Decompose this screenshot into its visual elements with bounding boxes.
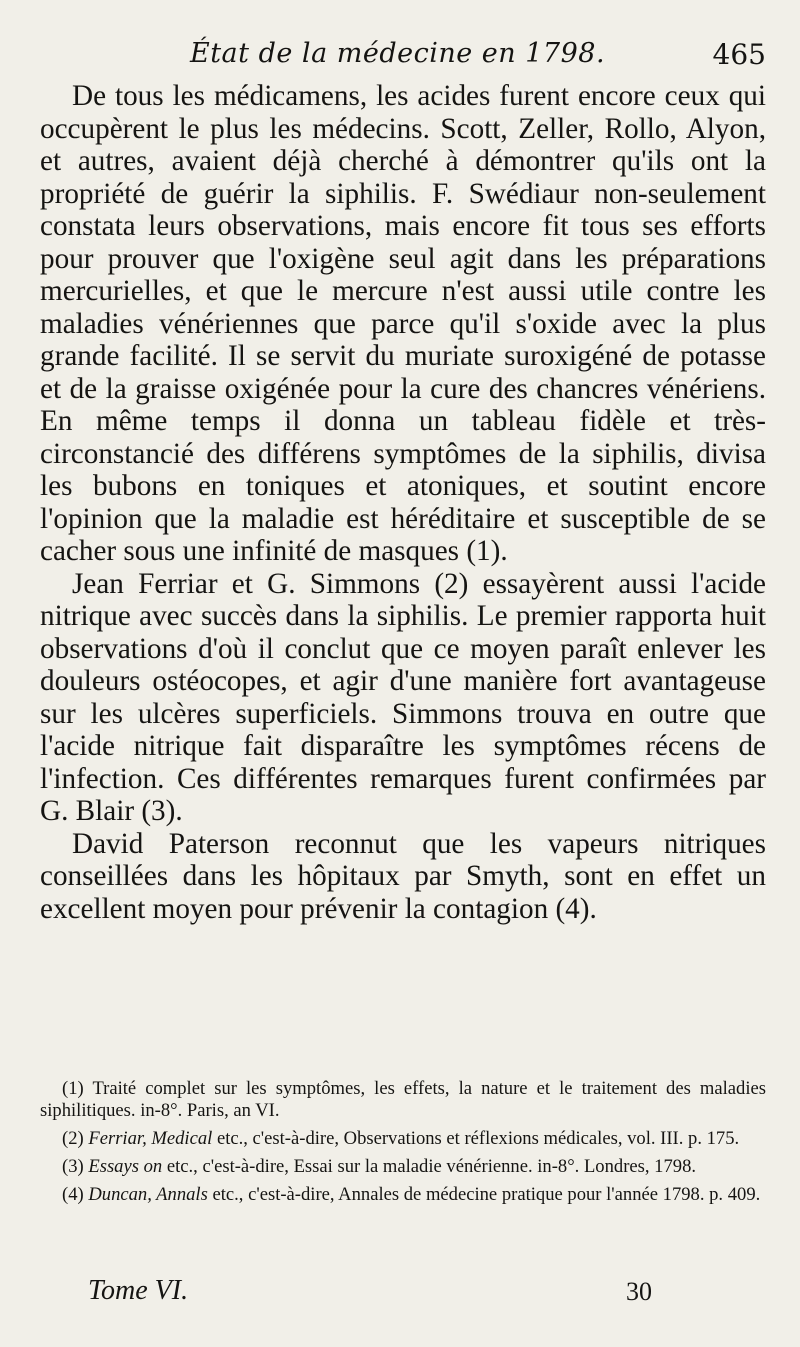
page-header bbox=[40, 38, 766, 78]
footnote-citation: Ferriar, Medical bbox=[88, 1128, 213, 1149]
footnote-marker: (3) bbox=[62, 1156, 84, 1177]
footnotes bbox=[40, 1078, 766, 1212]
running-title: État de la médecine en 1798. bbox=[190, 38, 606, 69]
signature-number: 30 bbox=[626, 1277, 652, 1306]
footnote-marker: (1) bbox=[62, 1078, 84, 1099]
footnote-text: Traité complet sur les symptômes, les effets, la nature et le traitement des maladies siphilitiques. in-8°. Paris, an VI. bbox=[40, 1078, 767, 1121]
footnote bbox=[40, 1128, 766, 1150]
footnote bbox=[40, 1078, 766, 1122]
footnote-citation: Duncan, Annals bbox=[88, 1184, 208, 1205]
paragraph: David Paterson reconnut que les vapeurs nitriques conseillées dans les hôpitaux par Smyth, sont en effet un excellent moyen pour prévenir la contagion (4). bbox=[40, 827, 766, 925]
footnote-citation: Essays on bbox=[88, 1156, 163, 1177]
footnote bbox=[40, 1184, 766, 1206]
page-footer bbox=[88, 1275, 652, 1311]
footnote-text: etc., c'est-à-dire, Observations et réflexions médicales, vol. III. p. 175. bbox=[216, 1128, 740, 1149]
footnote-text: etc., c'est-à-dire, Annales de médecine pratique pour l'année 1798. p. 409. bbox=[212, 1184, 761, 1205]
signature-mark: Tome VI. bbox=[88, 1275, 189, 1306]
main-text bbox=[40, 80, 766, 925]
paragraph: Jean Ferriar et G. Simmons (2) essayèrent aussi l'acide nitrique avec succès dans la siphilis. Le premier rapporta huit observations d'où il conclut que ce moyen paraît enlever les douleurs ostéocopes, et agir d'une manière fort avantageuse sur les ulcères superficiels. Simmons trouva en outre que l'acide nitrique fait disparaître les symptômes récens de l'infection. Ces différentes remarques furent confirmées par G. Blair (3). bbox=[40, 567, 766, 827]
paragraph: De tous les médicamens, les acides furent encore ceux qui occupèrent le plus les médecins. Scott, Zeller, Rollo, Alyon, et autres, avaient déjà cherché à démontrer qu'ils ont la propriété de guérir la siphilis. F. Swédiaur non-seulement constata leurs observations, mais encore fit tous ses efforts pour prouver que l'oxigène seul agit dans les préparations mercurielles, et que le mercure n'est aussi utile contre les maladies vénériennes que parce qu'il s'oxide avec la plus grande facilité. Il se servit du muriate suroxigéné de potasse et de la graisse oxigénée pour la cure des chancres vénériens. En même temps il donna un tableau fidèle et très-circonstancié des différens symptômes de la siphilis, divisa les bubons en toniques et atoniques, et soutint encore l'opinion que la maladie est héréditaire et susceptible de se cacher sous une infinité de masques (1). bbox=[40, 80, 766, 567]
page-number: 465 bbox=[712, 38, 766, 71]
footnote-marker: (2) bbox=[62, 1128, 84, 1149]
footnote-text: etc., c'est-à-dire, Essai sur la maladie vénérienne. in-8°. Londres, 1798. bbox=[166, 1156, 697, 1177]
footnote bbox=[40, 1156, 766, 1178]
footnote-marker: (4) bbox=[62, 1184, 84, 1205]
